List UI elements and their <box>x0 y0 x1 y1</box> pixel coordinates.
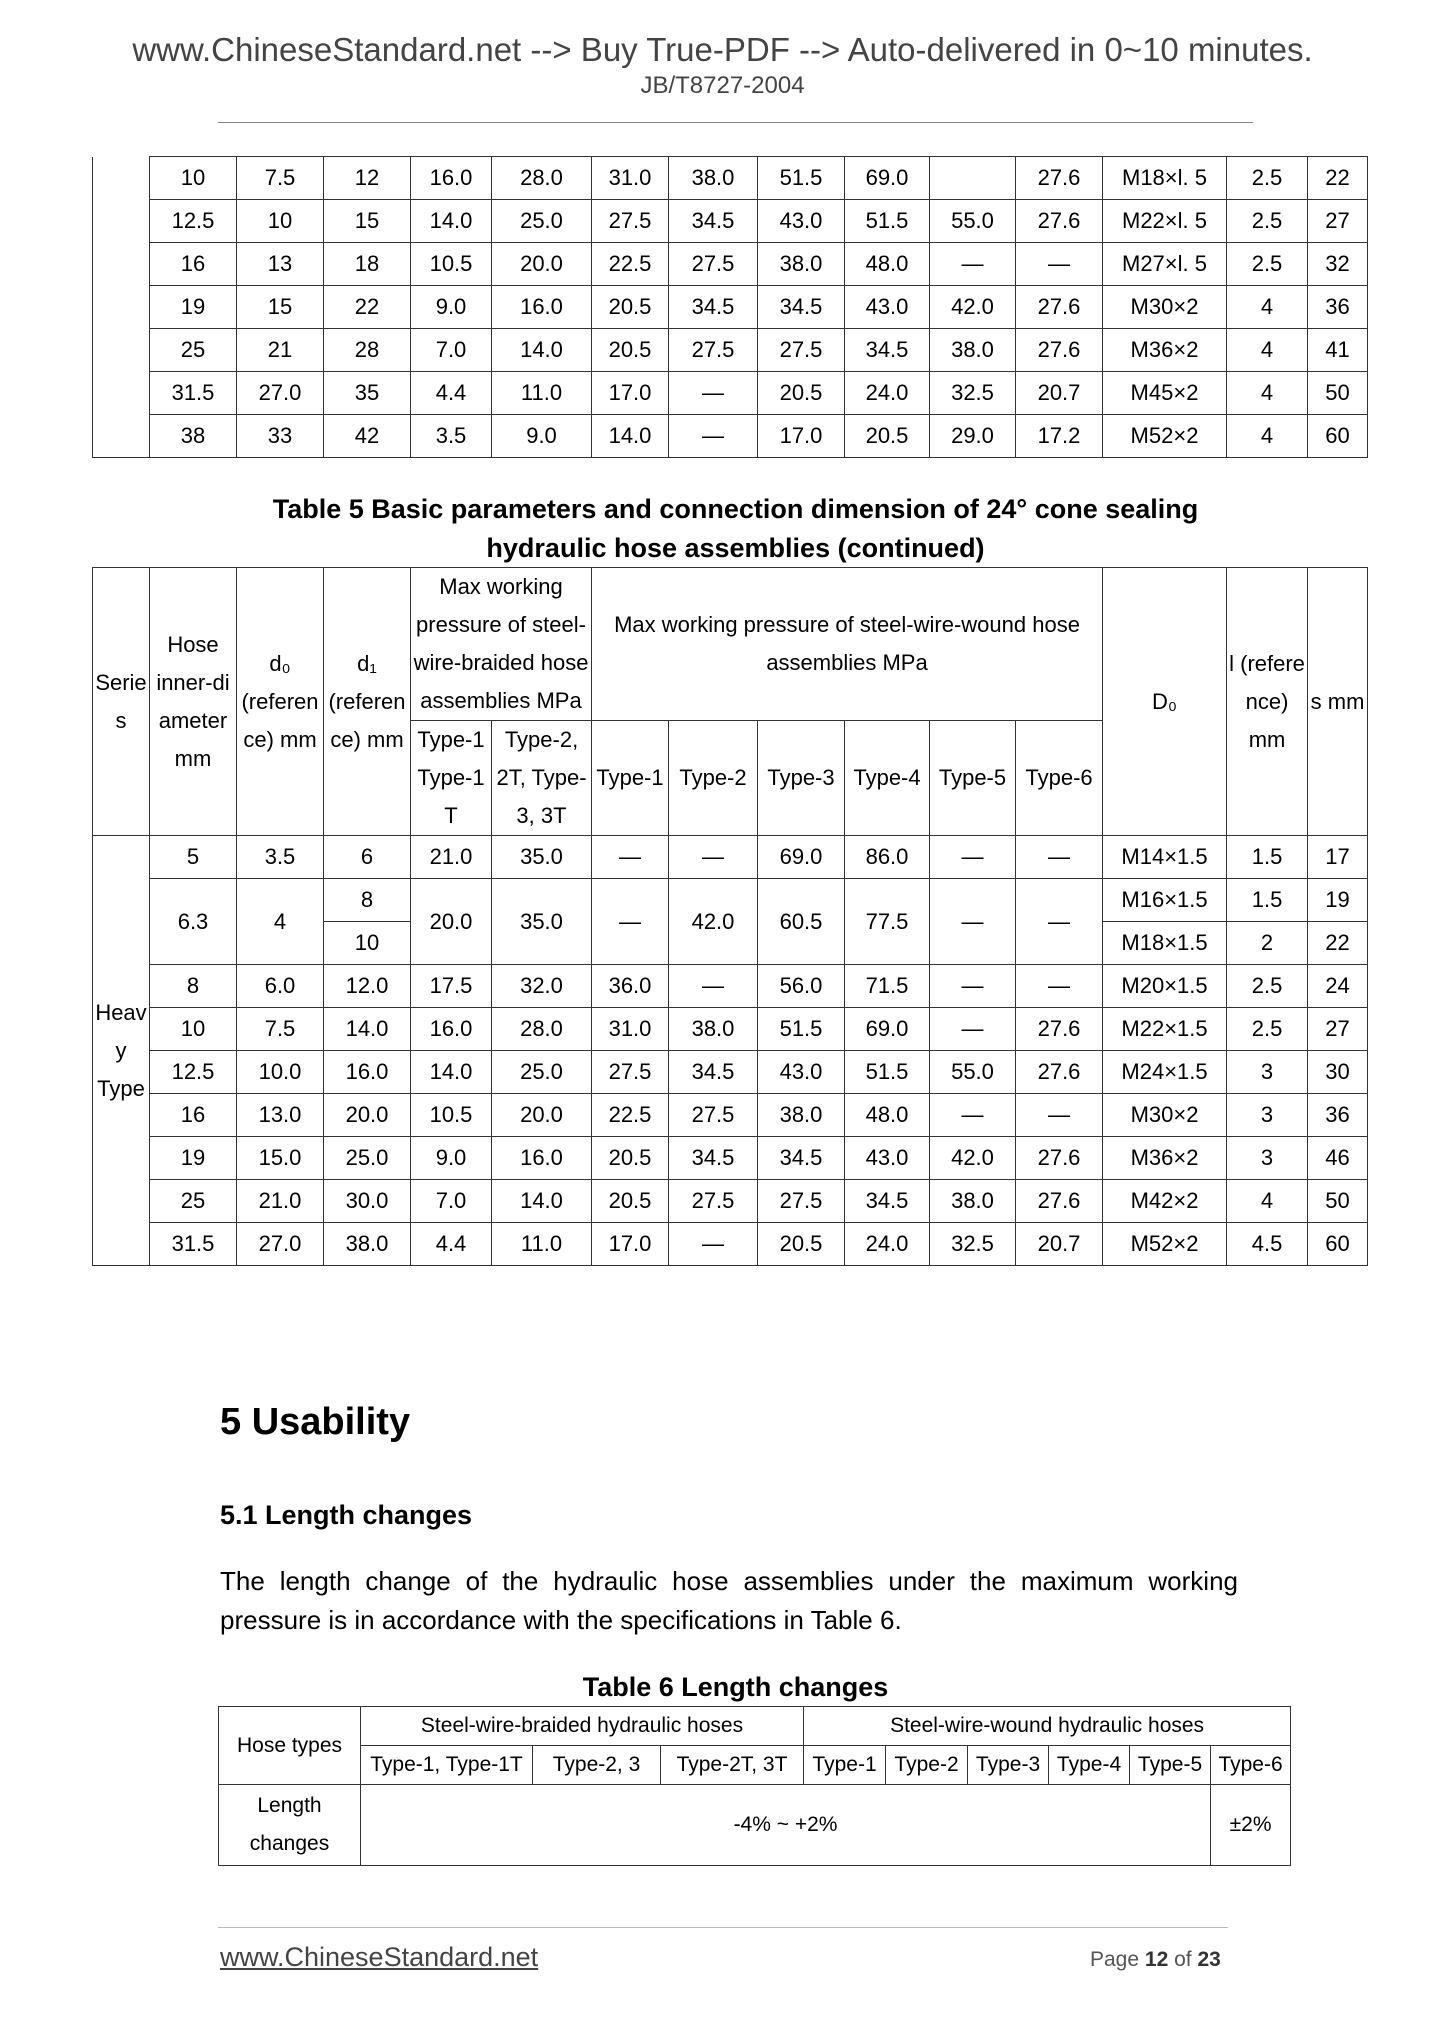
table-cell: 16 <box>150 1094 237 1137</box>
table-cell: 27 <box>1308 200 1368 243</box>
table-cell: — <box>1016 243 1103 286</box>
table-cell: 30.0 <box>324 1180 411 1223</box>
table-cell: — <box>592 879 669 965</box>
table-cell: 20.7 <box>1016 372 1103 415</box>
table-cell: 34.5 <box>669 1137 758 1180</box>
table-cell: 50 <box>1308 1180 1368 1223</box>
series-label: Heav y Type <box>93 836 150 1266</box>
table-cell: 17.5 <box>411 965 492 1008</box>
header-wound-group: Max working pressure of steel-wire-wound hose assemblies MPa <box>592 568 1103 721</box>
table5 <box>92 567 1368 1266</box>
table-cell: 35.0 <box>492 879 592 965</box>
table-cell: 41 <box>1308 329 1368 372</box>
table-cell: 20.5 <box>592 286 669 329</box>
table-cell: 43.0 <box>758 1051 845 1094</box>
table-cell: 27.6 <box>1016 157 1103 200</box>
table-cell: 17.0 <box>592 372 669 415</box>
table-cell: 38.0 <box>669 157 758 200</box>
header-s: s mm <box>1308 568 1368 836</box>
t6-type-header: Type-6 <box>1211 1746 1291 1785</box>
table-cell: 4.4 <box>411 1223 492 1266</box>
table-row <box>93 372 1368 415</box>
t6-type-header: Type-4 <box>1049 1746 1130 1785</box>
table-cell: 4.5 <box>1227 1223 1308 1266</box>
page-total: 23 <box>1197 1948 1221 1971</box>
t6-row-label: Length changes <box>219 1785 361 1866</box>
table-cell: 15 <box>324 200 411 243</box>
t6-header-braided: Steel-wire-braided hydraulic hoses <box>361 1707 804 1746</box>
table-cell: 30 <box>1308 1051 1368 1094</box>
table-cell: 6.3 <box>150 879 237 965</box>
table-cell: 38 <box>150 415 237 458</box>
body-paragraph: The length change of the hydraulic hose assemblies under the maximum working pressure is in accordance with the specifications in Table 6. <box>220 1566 1238 1635</box>
page-number: 12 <box>1144 1948 1169 1971</box>
table-cell: 10 <box>324 922 411 965</box>
table-cell: 1.5 <box>1227 836 1308 879</box>
t6-type-header: Type-2T, 3T <box>661 1746 804 1785</box>
table-cell: 27.5 <box>758 1180 845 1223</box>
table-cell: 27.5 <box>669 329 758 372</box>
header-wound-type6: Type-6 <box>1016 721 1103 836</box>
table-cell: 22 <box>1308 157 1368 200</box>
table-cell: 86.0 <box>845 836 930 879</box>
table-cell: 20.0 <box>492 243 592 286</box>
table-cell: 56.0 <box>758 965 845 1008</box>
header-wound-type2: Type-2 <box>669 721 758 836</box>
table-cell: 27.6 <box>1016 329 1103 372</box>
header-braided-type1: Type-1 Type-1 T <box>411 721 492 836</box>
table-cell: 20.0 <box>324 1094 411 1137</box>
table-cell: 22 <box>1308 922 1368 965</box>
table-cell: — <box>1016 836 1103 879</box>
table-row <box>93 1137 1368 1180</box>
table-cell: 34.5 <box>758 1137 845 1180</box>
table-cell: 9.0 <box>411 1137 492 1180</box>
table-cell: 34.5 <box>669 200 758 243</box>
table-cell: 60.5 <box>758 879 845 965</box>
table-cell: 51.5 <box>845 200 930 243</box>
table-cell: M30×2 <box>1103 286 1227 329</box>
table-cell: 13 <box>237 243 324 286</box>
table6 <box>218 1706 1291 1866</box>
table-cell: M20×1.5 <box>1103 965 1227 1008</box>
table-cell: M18×l. 5 <box>1103 157 1227 200</box>
table-cell: 27.6 <box>1016 1137 1103 1180</box>
table-cell: 32.5 <box>930 1223 1016 1266</box>
table-cell: — <box>669 415 758 458</box>
table-cell: — <box>669 1223 758 1266</box>
table-cell: 38.0 <box>324 1223 411 1266</box>
standard-number: JB/T8727-2004 <box>640 72 805 99</box>
table-cell: 35 <box>324 372 411 415</box>
table-row <box>93 1180 1368 1223</box>
table-cell: M30×2 <box>1103 1094 1227 1137</box>
header-wound-type5: Type-5 <box>930 721 1016 836</box>
t6-type-header: Type-2, 3 <box>533 1746 661 1785</box>
footer-divider <box>218 1927 1228 1928</box>
table-cell: — <box>669 372 758 415</box>
table-cell: — <box>669 836 758 879</box>
table-cell: 7.0 <box>411 329 492 372</box>
table-cell: 32.0 <box>492 965 592 1008</box>
header-d0: d₀ (referen ce) mm <box>237 568 324 836</box>
table-cell: 2.5 <box>1227 200 1308 243</box>
table-cell: 50 <box>1308 372 1368 415</box>
table-cell: M16×1.5 <box>1103 879 1227 922</box>
table-cell: 27.6 <box>1016 1051 1103 1094</box>
table-cell: 22.5 <box>592 1094 669 1137</box>
table-cell: 31.5 <box>150 372 237 415</box>
table-cell: 14.0 <box>324 1008 411 1051</box>
table-cell: 38.0 <box>930 1180 1016 1223</box>
table-cell: 27.5 <box>669 1180 758 1223</box>
table5-continuation <box>92 156 1368 458</box>
table-cell: 6.0 <box>237 965 324 1008</box>
table-cell: 4 <box>1227 1180 1308 1223</box>
table-cell: 16.0 <box>324 1051 411 1094</box>
table-cell: M36×2 <box>1103 1137 1227 1180</box>
table-row <box>93 1094 1368 1137</box>
table-cell: 14.0 <box>592 415 669 458</box>
table-row <box>93 1051 1368 1094</box>
table-row <box>93 836 1368 879</box>
table-cell: 3.5 <box>237 836 324 879</box>
table-cell: — <box>930 965 1016 1008</box>
table-cell: 20.7 <box>1016 1223 1103 1266</box>
table-cell: — <box>930 1094 1016 1137</box>
table-cell: 36.0 <box>592 965 669 1008</box>
table-cell: 32.5 <box>930 372 1016 415</box>
header-d1: d₁ (referen ce) mm <box>324 568 411 836</box>
table-cell: 4 <box>237 879 324 965</box>
table-cell: 14.0 <box>492 329 592 372</box>
header-divider <box>218 122 1253 123</box>
table-cell: 28 <box>324 329 411 372</box>
table-cell: 20.5 <box>758 1223 845 1266</box>
table-cell: 22 <box>324 286 411 329</box>
table-cell: 24 <box>1308 965 1368 1008</box>
table-cell: 51.5 <box>758 1008 845 1051</box>
table-cell: 12.5 <box>150 200 237 243</box>
table-row <box>93 243 1368 286</box>
table-cell: 17.2 <box>1016 415 1103 458</box>
table-cell: M27×l. 5 <box>1103 243 1227 286</box>
table-cell: 46 <box>1308 1137 1368 1180</box>
t6-type-header: Type-1, Type-1T <box>361 1746 533 1785</box>
table-row <box>93 1008 1368 1051</box>
table-cell: 20.5 <box>592 329 669 372</box>
table-cell: 7.0 <box>411 1180 492 1223</box>
table-cell: 14.0 <box>411 200 492 243</box>
table-cell: 38.0 <box>669 1008 758 1051</box>
table-cell: 31.0 <box>592 1008 669 1051</box>
table-cell: 55.0 <box>930 1051 1016 1094</box>
table-cell: 71.5 <box>845 965 930 1008</box>
table-cell: 42 <box>324 415 411 458</box>
table-cell: 9.0 <box>492 415 592 458</box>
table-cell: 77.5 <box>845 879 930 965</box>
table-cell: 69.0 <box>758 836 845 879</box>
table-cell: 48.0 <box>845 243 930 286</box>
table-cell: 27.0 <box>237 1223 324 1266</box>
table-cell <box>930 157 1016 200</box>
table-cell: 31.5 <box>150 1223 237 1266</box>
table-cell: M52×2 <box>1103 1223 1227 1266</box>
table-cell: 13.0 <box>237 1094 324 1137</box>
table-cell: 38.0 <box>758 1094 845 1137</box>
table-cell: 31.0 <box>592 157 669 200</box>
table-cell: 43.0 <box>845 286 930 329</box>
table-cell: 28.0 <box>492 1008 592 1051</box>
table-cell: 35.0 <box>492 836 592 879</box>
header-D0: D₀ <box>1103 568 1227 836</box>
table-cell: 4 <box>1227 329 1308 372</box>
table-cell: M42×2 <box>1103 1180 1227 1223</box>
table-cell: 60 <box>1308 415 1368 458</box>
table-cell: 8 <box>324 879 411 922</box>
header-wound-type4: Type-4 <box>845 721 930 836</box>
table-cell: 1.5 <box>1227 879 1308 922</box>
table-cell: 22.5 <box>592 243 669 286</box>
table-cell: 17 <box>1308 836 1368 879</box>
table-cell: — <box>669 965 758 1008</box>
table-cell: 69.0 <box>845 157 930 200</box>
table-cell: 27.6 <box>1016 286 1103 329</box>
t6-type-header: Type-5 <box>1130 1746 1211 1785</box>
table-cell: 20.0 <box>492 1094 592 1137</box>
t6-type-header: Type-2 <box>886 1746 968 1785</box>
table-cell: 16.0 <box>411 157 492 200</box>
table-cell: 16.0 <box>411 1008 492 1051</box>
table-cell: 9.0 <box>411 286 492 329</box>
table-cell: 69.0 <box>845 1008 930 1051</box>
table-cell: 42.0 <box>669 879 758 965</box>
table-cell: 34.5 <box>669 286 758 329</box>
table-cell: 42.0 <box>930 1137 1016 1180</box>
table-cell: 25.0 <box>324 1137 411 1180</box>
table-cell: 27.5 <box>592 1051 669 1094</box>
table-cell: 5 <box>150 836 237 879</box>
table-cell: 19 <box>150 1137 237 1180</box>
t6-type-header: Type-3 <box>968 1746 1049 1785</box>
table-row <box>93 200 1368 243</box>
table-cell: 6 <box>324 836 411 879</box>
table-cell: 34.5 <box>758 286 845 329</box>
table-cell: 7.5 <box>237 157 324 200</box>
t6-range-type6: ±2% <box>1211 1785 1291 1866</box>
table-cell: 36 <box>1308 1094 1368 1137</box>
table-cell: 38.0 <box>758 243 845 286</box>
table-cell: 34.5 <box>845 329 930 372</box>
of-word: of <box>1174 1948 1192 1971</box>
table-cell: 34.5 <box>845 1180 930 1223</box>
table-cell: 10.0 <box>237 1051 324 1094</box>
table-cell: 48.0 <box>845 1094 930 1137</box>
page-word: Page <box>1090 1948 1140 1971</box>
table-cell: 4 <box>1227 372 1308 415</box>
table-cell: 10 <box>150 1008 237 1051</box>
table-cell: 20.5 <box>592 1180 669 1223</box>
table-cell: 2.5 <box>1227 157 1308 200</box>
table-cell: 10.5 <box>411 243 492 286</box>
table-cell: 7.5 <box>237 1008 324 1051</box>
table-cell: 55.0 <box>930 200 1016 243</box>
table-cell: 27.6 <box>1016 1008 1103 1051</box>
table-cell: 17.0 <box>592 1223 669 1266</box>
table-cell: 38.0 <box>930 329 1016 372</box>
table-cell: — <box>592 836 669 879</box>
header-braided-group: Max working pressure of steel-wire-braided hose assemblies MPa <box>411 568 592 721</box>
table-cell: 27.6 <box>1016 1180 1103 1223</box>
table-cell: 20.0 <box>411 879 492 965</box>
table-cell: 24.0 <box>845 1223 930 1266</box>
table-cell: M18×1.5 <box>1103 922 1227 965</box>
table-cell: 28.0 <box>492 157 592 200</box>
table-cell: M52×2 <box>1103 415 1227 458</box>
table-cell: 51.5 <box>845 1051 930 1094</box>
table-cell: 33 <box>237 415 324 458</box>
t6-range-main: -4% ~ +2% <box>361 1785 1211 1866</box>
table-cell: 20.5 <box>592 1137 669 1180</box>
table-row <box>93 965 1368 1008</box>
table-cell: 10 <box>237 200 324 243</box>
subsection-heading: 5.1 Length changes <box>220 1500 473 1530</box>
table-cell: 27.5 <box>669 243 758 286</box>
section-heading: 5 Usability <box>220 1401 411 1443</box>
table-cell: — <box>1016 879 1103 965</box>
table-cell: 19 <box>150 286 237 329</box>
table-cell: 27.5 <box>758 329 845 372</box>
table-cell: 2.5 <box>1227 965 1308 1008</box>
table-cell: 25 <box>150 1180 237 1223</box>
table-cell: M45×2 <box>1103 372 1227 415</box>
table-cell: M14×1.5 <box>1103 836 1227 879</box>
table-cell: 11.0 <box>492 372 592 415</box>
table-cell: 29.0 <box>930 415 1016 458</box>
table-row <box>93 286 1368 329</box>
table-cell: 10 <box>150 157 237 200</box>
table-cell: 2.5 <box>1227 1008 1308 1051</box>
table-cell: 60 <box>1308 1223 1368 1266</box>
table-cell: 14.0 <box>411 1051 492 1094</box>
table-cell: 14.0 <box>492 1180 592 1223</box>
table-cell: 8 <box>150 965 237 1008</box>
table-cell: M24×1.5 <box>1103 1051 1227 1094</box>
header-banner: www.ChineseStandard.net --> Buy True-PDF --> Auto-delivered in 0~10 minutes. <box>132 31 1313 68</box>
header-braided-type2: Type-2, 2T, Type-3, 3T <box>492 721 592 836</box>
table-cell: 3 <box>1227 1051 1308 1094</box>
table-cell: 3 <box>1227 1137 1308 1180</box>
table-cell: 2 <box>1227 922 1308 965</box>
table-cell: 21 <box>237 329 324 372</box>
table-cell: — <box>930 879 1016 965</box>
table-cell: — <box>930 1008 1016 1051</box>
table-cell: 25.0 <box>492 200 592 243</box>
t6-type-header: Type-1 <box>804 1746 886 1785</box>
table-row <box>93 415 1368 458</box>
table-cell: 51.5 <box>758 157 845 200</box>
table-cell: 20.5 <box>845 415 930 458</box>
table-row <box>93 1223 1368 1266</box>
t6-header-wound: Steel-wire-wound hydraulic hoses <box>804 1707 1291 1746</box>
table-cell: 4 <box>1227 415 1308 458</box>
table-cell: 27 <box>1308 1008 1368 1051</box>
table-cell: 19 <box>1308 879 1368 922</box>
table-cell: 17.0 <box>758 415 845 458</box>
table-cell: 3.5 <box>411 415 492 458</box>
table-cell: 27.0 <box>237 372 324 415</box>
table-cell: 12.0 <box>324 965 411 1008</box>
table-cell: 16.0 <box>492 1137 592 1180</box>
table-cell: 18 <box>324 243 411 286</box>
header-series: Serie s <box>93 568 150 836</box>
table-row <box>93 879 1368 922</box>
table-cell: 4.4 <box>411 372 492 415</box>
header-hose-inner: Hose inner-di ameter mm <box>150 568 237 836</box>
table-cell: 16.0 <box>492 286 592 329</box>
table-cell: 16 <box>150 243 237 286</box>
table5-title-line2: hydraulic hose assemblies (continued) <box>486 533 985 563</box>
table-cell: M22×l. 5 <box>1103 200 1227 243</box>
footer-link[interactable]: www.ChineseStandard.net <box>220 1942 539 1972</box>
header-l: l (refere nce) mm <box>1227 568 1308 836</box>
table-cell: 25 <box>150 329 237 372</box>
table-cell: 42.0 <box>930 286 1016 329</box>
table-row <box>219 1746 1291 1785</box>
table5-title: Table 5 Basic parameters and connection dimension of 24° cone sealing <box>272 494 1199 524</box>
table-cell: — <box>930 836 1016 879</box>
table-cell: 20.5 <box>758 372 845 415</box>
table-cell: 25.0 <box>492 1051 592 1094</box>
table-cell: 4 <box>1227 286 1308 329</box>
table-cell: 27.6 <box>1016 200 1103 243</box>
table-cell: M36×2 <box>1103 329 1227 372</box>
table-cell: 27.5 <box>592 200 669 243</box>
table-cell: 15.0 <box>237 1137 324 1180</box>
page-indicator <box>1090 1948 1221 1972</box>
table-cell: 11.0 <box>492 1223 592 1266</box>
table-row <box>93 157 1368 200</box>
header-wound-type1: Type-1 <box>592 721 669 836</box>
table-cell: 43.0 <box>758 200 845 243</box>
table-cell: 21.0 <box>237 1180 324 1223</box>
table-cell: 27.5 <box>669 1094 758 1137</box>
table-cell: 3 <box>1227 1094 1308 1137</box>
table-cell: 2.5 <box>1227 243 1308 286</box>
header-wound-type3: Type-3 <box>758 721 845 836</box>
table-cell: 24.0 <box>845 372 930 415</box>
table-cell: 34.5 <box>669 1051 758 1094</box>
table6-title: Table 6 Length changes <box>582 1672 889 1702</box>
table-cell: 43.0 <box>845 1137 930 1180</box>
table-cell: — <box>930 243 1016 286</box>
table-cell: 21.0 <box>411 836 492 879</box>
table-cell: 12.5 <box>150 1051 237 1094</box>
table-cell: — <box>1016 965 1103 1008</box>
table-cell: 12 <box>324 157 411 200</box>
table-cell: 36 <box>1308 286 1368 329</box>
series-cell-empty <box>93 157 150 458</box>
table-cell: 10.5 <box>411 1094 492 1137</box>
table-cell: M22×1.5 <box>1103 1008 1227 1051</box>
table-cell: — <box>1016 1094 1103 1137</box>
t6-header-hose-types: Hose types <box>219 1707 361 1785</box>
table-row <box>93 329 1368 372</box>
table-cell: 15 <box>237 286 324 329</box>
table-cell: 32 <box>1308 243 1368 286</box>
